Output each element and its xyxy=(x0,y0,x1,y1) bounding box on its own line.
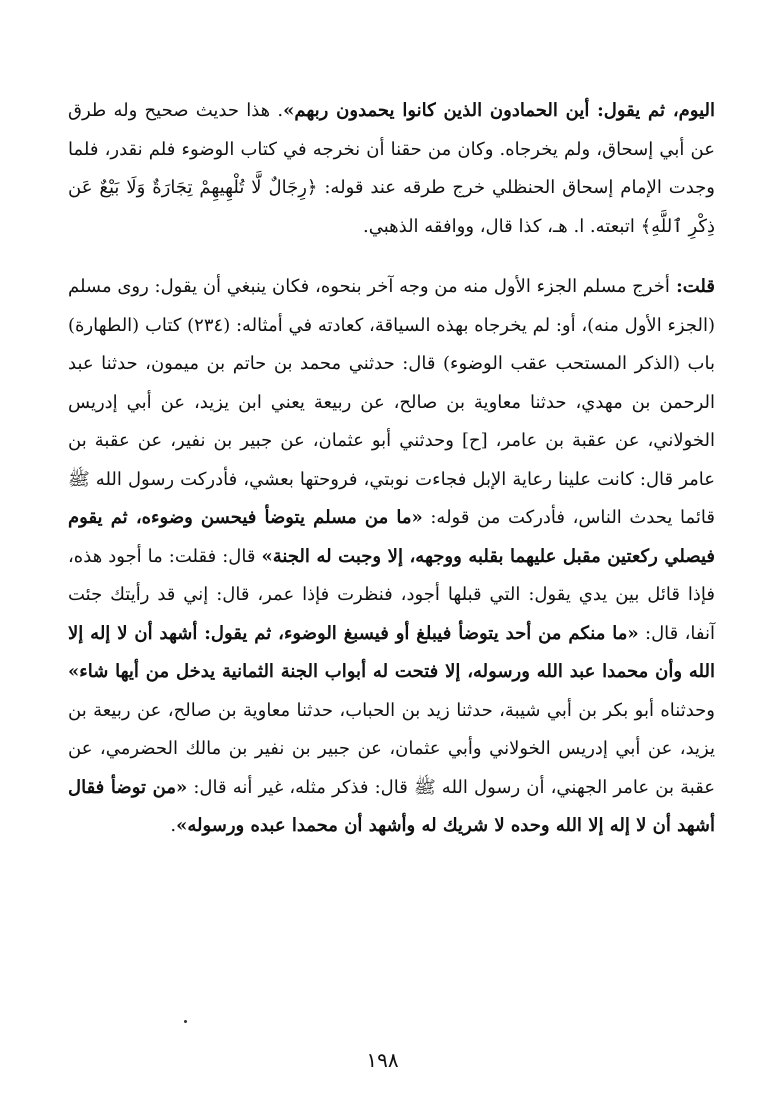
paragraph-text: وحدثناه أبو بكر بن أبي شيبة، حدثنا زيد بن الحباب، حدثنا معاوية بن صالح، عن ربيعة بن يزيد، عن أبي إدريس الخولاني وأبي عثمان، عن جبير بن نفير بن مالك الحضرمي، عن عقبة بن عامر الجهني، أن رسول الله ﷺ قال: فذكر مثله، غير أنه قال: xyxy=(68,699,715,798)
paragraph-text: قال: فقلت: ما أجود هذه، فإذا قائل بين يدي يقول: التي قبلها أجود، فنظرت فإذا عمر، قال: إني قد رأيتك جئت آنفا، قال: xyxy=(68,545,715,644)
qultu-label: قلت: xyxy=(669,276,715,297)
paragraph-critique xyxy=(68,268,715,846)
paragraph-text: . xyxy=(170,815,177,836)
page-body xyxy=(68,92,715,846)
hadith-quote: «ما منكم من أحد يتوضأ فيبلغ أو فيسبغ الوضوء، ثم يقول: أشهد أن لا إله إلا الله وأن محمدا عبد الله ورسوله، إلا فتحت له أبواب الجنة الثمانية يدخل من أيها شاء» xyxy=(68,622,715,682)
scan-speck xyxy=(184,1020,187,1023)
paragraph-text: . هذا حديث صحيح وله طرق عن أبي إسحاق، ولم يخرجاه. وكان من حقنا أن نخرجه في كتاب الوضوء فلم نقدر، فلما وجدت الإمام إسحاق الحنظلي خرج طرقه عند قوله: ﴿رِجَالٌ لَّا تُلْهِيهِمْ تِجَارَةٌ وَلَا بَيْعٌ عَن ذِكْرِ ٱللَّهِ﴾ اتبعته. ا. هـ، كذا قال، ووافقه الذهبي. xyxy=(68,100,715,237)
page-number: ١٩٨ xyxy=(366,1048,399,1072)
hadith-quote: «ما من مسلم يتوضأ فيحسن وضوءه، ثم يقوم فيصلي ركعتين مقبل عليهما بقلبه ووجهه، إلا وجبت له الجنة» xyxy=(68,507,715,567)
hadith-quote: «من توضأ فقال أشهد أن لا إله إلا الله وحده لا شريك له وأشهد أن محمدا عبده ورسوله» xyxy=(68,776,715,836)
paragraph-commentary xyxy=(68,92,715,246)
paragraph-text: أخرج مسلم الجزء الأول منه من وجه آخر بنحوه، فكان ينبغي أن يقول: روى مسلم (الجزء الأول منه)، أو: لم يخرجاه بهذه السياقة، كعادته في أمثاله: (٢٣٤) كتاب (الطهارة) باب (الذكر المستحب عقب الوضوء) قال: حدثني محمد بن حاتم بن ميمون، حدثنا عبد الرحمن بن مهدي، حدثنا معاوية بن صالح، عن ربيعة يعني ابن يزيد، عن أبي إدريس الخولاني، عن عقبة بن عامر، [ح] وحدثني أبو عثمان، عن جبير بن نفير، عن عقبة بن عامر قال: كانت علينا رعاية الإبل فجاءت نوبتي، فروحتها بعشي، فأدركت رسول الله ﷺ قائما يحدث الناس، فأدركت من قوله: xyxy=(67,276,715,528)
hadith-quote-ending: اليوم، ثم يقول: أين الحمادون الذين كانوا يحمدون ربهم» xyxy=(283,100,715,121)
